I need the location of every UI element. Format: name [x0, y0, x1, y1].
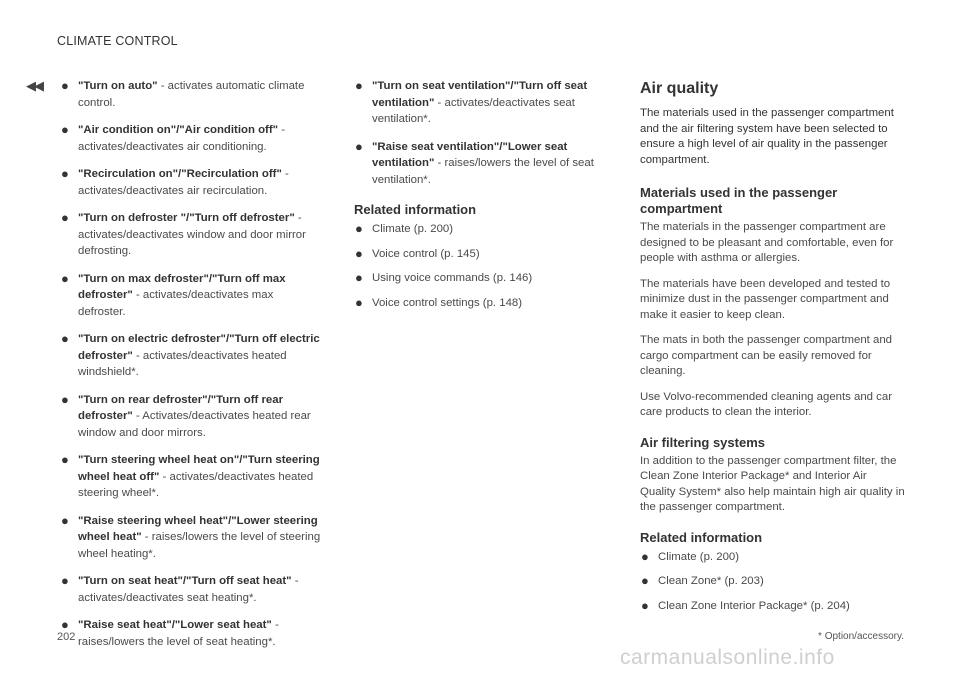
list-item	[60, 122, 322, 155]
list-item	[354, 139, 612, 189]
bullet-icon: ●	[61, 331, 69, 346]
related-link[interactable]: ● Climate (p. 200)	[641, 548, 740, 564]
list-item	[60, 573, 322, 606]
list-item	[60, 166, 322, 199]
bullet-icon: ●	[61, 391, 69, 407]
page-number: 202	[57, 631, 76, 643]
bullet-icon: ●	[355, 270, 363, 285]
related-link[interactable]: ● Climate (p. 200)	[355, 221, 454, 236]
command-desc: - activates/deactivates air conditioning.	[78, 124, 285, 153]
command-name: "Turn steering wheel heat on"/"Turn steering wheel heat off"	[78, 454, 320, 483]
bullet-icon: ●	[641, 597, 649, 613]
list-item	[60, 78, 322, 111]
bullet-icon: ●	[355, 78, 363, 93]
command-name: "Raise seat ventilation"/"Lower seat ventilation"	[372, 140, 568, 169]
back-nav-icon[interactable]: ◀◀	[26, 78, 42, 93]
materials-heading: Materials used in the passenger compartment	[640, 185, 838, 216]
column-voice-commands-2	[354, 78, 612, 319]
bullet-icon: ●	[61, 270, 69, 286]
bullet-icon: ●	[61, 166, 69, 181]
related-information-heading: Related information	[354, 202, 477, 217]
command-list	[60, 78, 322, 650]
related-list	[640, 549, 905, 615]
footnote: * Option/accessory.	[818, 631, 904, 642]
command-name: "Recirculation on"/"Recirculation off"	[78, 168, 282, 180]
paragraph: In addition to the passenger compartment filter, the Clean Zone Interior Package* and Interior Air Quality System* also help maintain high air quality in the passenger compartment.	[640, 454, 905, 513]
related-link[interactable]: ● Voice control (p. 145)	[355, 245, 480, 261]
command-desc: - activates/deactivates max defroster.	[78, 289, 274, 318]
command-name: "Turn on seat ventilation"/"Turn off seat ventilation"	[372, 80, 588, 109]
list-item	[60, 452, 322, 502]
watermark: carmanualsonline.info	[620, 646, 835, 669]
related-information	[354, 202, 612, 311]
command-list	[354, 78, 612, 188]
command-desc: - activates/deactivates heated windshield*.	[78, 349, 287, 378]
command-desc: - activates/deactivates heated steering wheel*.	[78, 470, 314, 499]
list-item	[60, 513, 322, 563]
list-item	[354, 78, 612, 128]
bullet-icon: ●	[355, 245, 363, 261]
bullet-icon: ●	[61, 617, 69, 632]
paragraph: The mats in both the passenger compartment and cargo compartment can be easily removed for cleaning.	[640, 334, 893, 377]
bullet-icon: ●	[61, 573, 69, 588]
command-desc: - raises/lowers the level of seat ventilation*.	[372, 157, 594, 186]
list-item	[60, 392, 322, 442]
command-name: "Turn on auto"	[78, 80, 158, 92]
command-desc: - activates/deactivates seat ventilation*.	[372, 96, 575, 125]
command-desc: - activates/deactivates window and door mirror defrosting.	[78, 212, 306, 257]
list-item	[60, 617, 322, 650]
command-name: "Turn on rear defroster"/"Turn off rear defroster"	[78, 393, 284, 422]
command-desc: - raises/lowers the level of steering wheel heating*.	[78, 531, 321, 560]
column-air-quality	[640, 78, 905, 622]
list-item	[60, 210, 322, 260]
bullet-icon: ●	[641, 573, 649, 588]
command-name: "Turn on electric defroster"/"Turn off electric defroster"	[78, 333, 320, 362]
filter-heading: Air filtering systems	[640, 434, 765, 450]
command-name: "Air condition on"/"Air condition off"	[78, 124, 279, 136]
related-link[interactable]: ● Voice control settings (p. 148)	[355, 294, 523, 310]
command-name: "Turn on seat heat"/"Turn off seat heat"	[78, 575, 292, 587]
list-item	[60, 331, 322, 381]
bullet-icon: ●	[355, 294, 363, 310]
command-name: "Raise steering wheel heat"/"Lower steering wheel heat"	[78, 514, 318, 543]
command-name: "Turn on max defroster"/"Turn off max defroster"	[78, 272, 286, 301]
command-desc: - raises/lowers the level of seat heating*.	[78, 619, 279, 648]
command-desc: - activates/deactivates seat heating*.	[78, 575, 299, 604]
command-desc: - Activates/deactivates heated rear window and door mirrors.	[78, 410, 311, 439]
command-name: "Raise seat heat"/"Lower seat heat"	[78, 619, 272, 631]
bullet-icon: ●	[61, 78, 69, 93]
air-quality-title: Air quality	[640, 80, 719, 97]
related-information-heading: Related information	[640, 529, 763, 545]
bullet-icon: ●	[61, 210, 69, 225]
page-header-title: CLIMATE CONTROL	[57, 34, 178, 48]
air-quality-intro: The materials used in the passenger compartment and the air filtering system have been selected to ensure a high level of air quality in the passenger compartment.	[640, 107, 894, 166]
column-voice-commands-1	[60, 78, 322, 661]
related-link[interactable]: ● Clean Zone* (p. 203)	[641, 573, 764, 588]
related-link[interactable]: ● Using voice commands (p. 146)	[355, 270, 533, 285]
bullet-icon: ●	[355, 138, 363, 154]
bullet-icon: ●	[641, 548, 649, 564]
bullet-icon: ●	[61, 512, 69, 528]
command-desc: - activates/deactivates air recirculation.	[78, 168, 289, 197]
paragraph: The materials in the passenger compartment are designed to be pleasant and comfortable, even for people with asthma or allergies.	[640, 221, 894, 264]
related-link[interactable]: ● Clean Zone Interior Package* (p. 204)	[641, 597, 850, 613]
paragraph: Use Volvo-recommended cleaning agents and car care products to clean the interior.	[640, 390, 893, 418]
bullet-icon: ●	[355, 221, 363, 236]
bullet-icon: ●	[61, 452, 69, 467]
list-item	[60, 271, 322, 321]
paragraph: The materials have been developed and tested to minimize dust in the passenger compartment and make it easier to keep clean.	[640, 277, 891, 321]
bullet-icon: ●	[61, 122, 69, 137]
command-name: "Turn on defroster "/"Turn off defroster"	[78, 212, 295, 224]
command-desc: - activates automatic climate control.	[78, 80, 305, 109]
related-list	[354, 221, 612, 311]
